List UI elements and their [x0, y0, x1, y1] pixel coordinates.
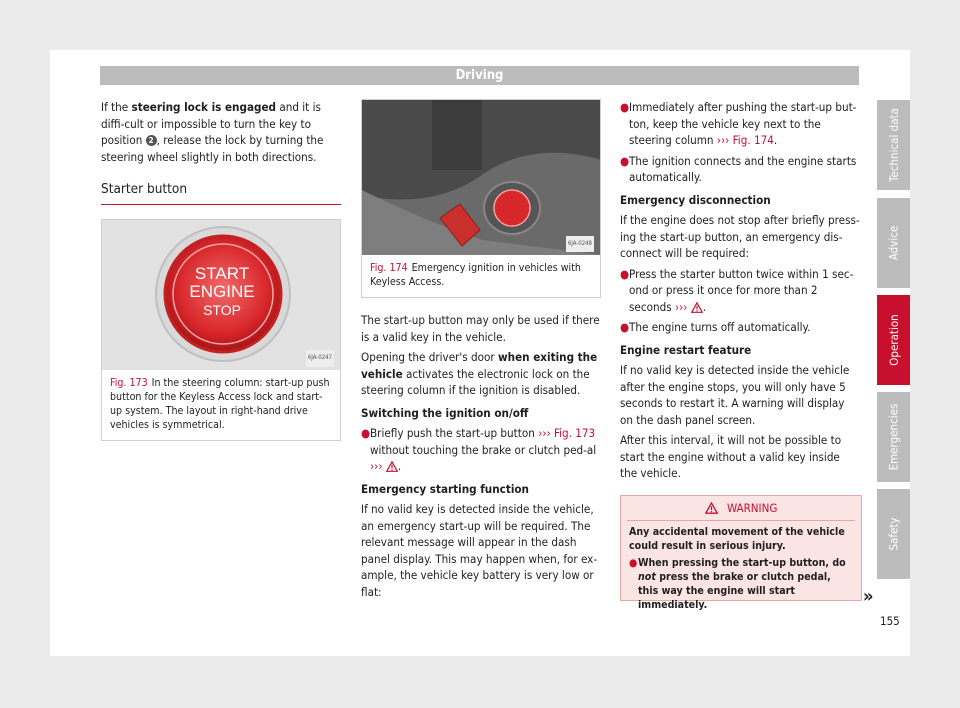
- subheading: Emergency starting function: [361, 481, 529, 496]
- tab-label: Operation: [886, 314, 901, 366]
- button-line-stop: STOP: [203, 301, 241, 318]
- paragraph: After this interval, it will not be possible to start the engine without a valid key inside the vehicle.: [620, 433, 842, 480]
- tab-technical-data[interactable]: [877, 100, 910, 190]
- figure-reference-link[interactable]: ››› Fig. 173: [538, 426, 596, 440]
- bullet-item: [620, 153, 860, 186]
- column-1: [101, 99, 341, 441]
- bold-text: steering lock is engaged: [131, 100, 277, 114]
- text: When pressing the start-up button, do: [638, 557, 846, 569]
- paragraph: [361, 349, 601, 399]
- text: The engine turns off automatically.: [629, 320, 811, 334]
- warning-body: [621, 521, 861, 616]
- warning-reference-link[interactable]: ›››: [674, 299, 688, 314]
- bullet-item: ● Press the starter button twice within 1 sec-ond or press it once for more than 2 seconds ››› .: [620, 266, 854, 314]
- figure-code: 6JA-0248: [566, 236, 594, 253]
- warning-header: [627, 496, 855, 521]
- tab-safety[interactable]: [877, 489, 910, 579]
- text: press the brake or clutch pedal, this way the engine will start immediately.: [638, 571, 831, 611]
- text: , release the lock by turning the steering wheel slightly in both directions.: [101, 133, 324, 164]
- tab-label: Technical data: [886, 108, 901, 182]
- page-header: Driving: [100, 66, 859, 85]
- warning-reference-link[interactable]: ›››: [370, 459, 383, 473]
- text: The ignition connects and the engine starts automatically.: [629, 153, 857, 184]
- bullet-dot: ●: [620, 266, 630, 281]
- subheading: Switching the ignition on/off: [361, 405, 529, 420]
- paragraph: If the engine does not stop after briefly press-ing the start-up button, an emergency dis-connect will be required:: [620, 213, 860, 260]
- figure-code: 6JA-0247: [306, 350, 334, 367]
- column-2-body: [361, 312, 601, 600]
- button-line-start: START: [194, 263, 250, 283]
- subheading: Engine restart feature: [620, 342, 752, 357]
- warning-box: [620, 495, 862, 611]
- bullet-dot: ●: [620, 320, 630, 334]
- caption-text: In the steering column: start-up push button for the Keyless Access lock and start-up system. The layout in right-hand drive vehicles is symmetrical.: [110, 376, 330, 431]
- figure-174: [361, 99, 601, 298]
- tab-advice[interactable]: [877, 198, 910, 288]
- bullet-dot: ●: [629, 557, 638, 569]
- column-3: [620, 99, 860, 486]
- bullet-item: [620, 99, 860, 149]
- ignition-illustration: [362, 100, 600, 255]
- subheading: Emergency disconnection: [620, 192, 771, 207]
- bullet-dot: ●: [361, 426, 371, 440]
- text: .: [773, 133, 778, 147]
- text: Immediately after pushing the start-up but-ton, keep the vehicle key next to the steering column: [629, 100, 857, 147]
- emphasis-text: not: [638, 571, 656, 583]
- intro-paragraph: [101, 99, 341, 165]
- figure-label: Fig. 173: [110, 376, 148, 389]
- warning-triangle-icon: [705, 502, 718, 514]
- paragraph: If no valid key is detected inside the vehicle, an emergency start-up will be required. The relevant message will appear in the dash panel display. This may happen when, for ex-ample, the vehicle key battery is very low or flat:: [361, 502, 598, 599]
- position-badge: 2: [146, 135, 157, 146]
- warning-title: WARNING: [726, 501, 778, 515]
- bold-text: when exiting the vehicle: [361, 350, 598, 381]
- column-2: [361, 99, 601, 604]
- text: If the: [101, 100, 132, 114]
- tab-label: Emergencies: [886, 403, 901, 471]
- bullet-dot: ●: [620, 153, 630, 168]
- paragraph: If no valid key is detected inside the vehicle after the engine stops, you will only have 5 seconds to restart it. A warning will display on the dash panel screen.: [620, 363, 850, 427]
- tab-emergencies[interactable]: [877, 392, 910, 482]
- bullet-item: ● Briefly push the start-up button ››› Fig. 173 without touching the brake or clutch ped-al ››› .: [361, 426, 597, 473]
- bullet-dot: ●: [620, 100, 630, 114]
- tab-label: Safety: [886, 517, 901, 551]
- emergency-ignition-image: [362, 100, 600, 255]
- figure-caption: [102, 370, 340, 440]
- tab-operation[interactable]: [877, 295, 910, 385]
- bullet-item: [620, 319, 860, 336]
- page-number: 155: [880, 614, 900, 628]
- paragraph: The start-up button may only be used if there is a valid key in the vehicle.: [361, 313, 600, 344]
- continue-marker: »: [863, 586, 874, 607]
- start-button-image: [102, 220, 340, 370]
- caption-text: Emergency ignition in vehicles with Keyless Access.: [370, 262, 581, 288]
- warning-triangle-icon: [386, 461, 398, 472]
- text: without touching the brake or clutch ped-al: [370, 442, 597, 457]
- text: Briefly push the start-up button: [370, 426, 539, 440]
- tab-label: Advice: [886, 225, 901, 261]
- figure-173: [101, 219, 341, 441]
- button-line-engine: ENGINE: [189, 281, 255, 301]
- section-title: Starter button: [101, 181, 341, 205]
- figure-label: Fig. 174: [370, 262, 408, 274]
- text: and it is diffi-cult or impossible to turn the key to position: [101, 100, 321, 147]
- warning-bullet: [629, 556, 853, 612]
- button-label: [102, 265, 340, 319]
- text: Press the starter button twice within 1 sec-ond or press it once for more than 2 seconds: [629, 266, 854, 314]
- figure-reference-link[interactable]: ››› Fig. 174: [716, 133, 774, 147]
- warning-text: Any accidental movement of the vehicle could result in serious injury.: [629, 526, 845, 552]
- text: Opening the driver's door: [361, 350, 499, 364]
- text: activates the electronic lock on the steering column if the ignition is disabled.: [361, 366, 590, 397]
- warning-triangle-icon: [691, 302, 703, 313]
- figure-caption: [362, 255, 600, 297]
